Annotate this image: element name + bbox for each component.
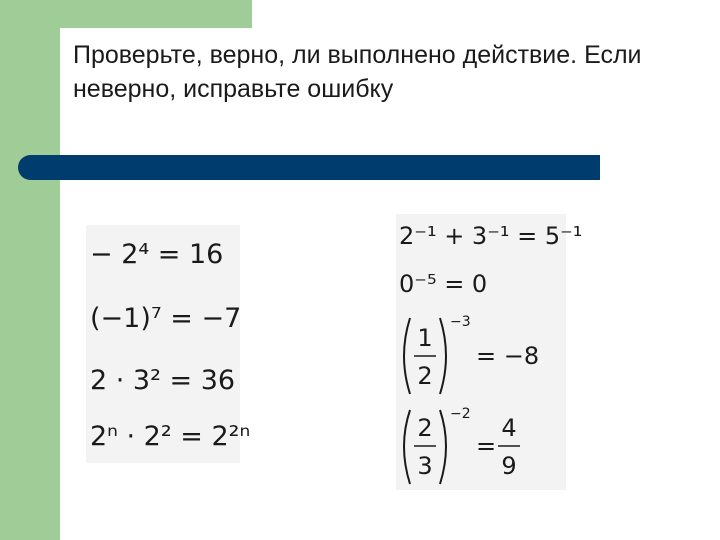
left-equations-panel xyxy=(86,225,251,463)
equation-3: 2 · 3² = 36 xyxy=(90,365,236,396)
equation-7 xyxy=(396,312,566,400)
fraction-denominator: 2 xyxy=(417,362,433,390)
equation-rhs: = −8 xyxy=(476,342,540,370)
equation-1: − 2⁴ = 16 xyxy=(90,239,224,270)
equation-4: 2ⁿ · 2² = 2²ⁿ xyxy=(90,421,251,452)
exponent: −2 xyxy=(450,406,471,422)
fraction-numerator: 1 xyxy=(417,324,433,352)
rhs-denominator: 9 xyxy=(501,452,517,480)
equation-2: (−1)⁷ = −7 xyxy=(90,303,242,334)
equation-8 xyxy=(396,404,566,490)
title-divider-bar xyxy=(18,155,600,180)
slide-title: Проверьте, верно, ли выполнено действие. Если неверно, исправьте ошибку xyxy=(73,41,642,103)
equation-6: 0⁻⁵ = 0 xyxy=(399,270,488,298)
rhs-numerator: 4 xyxy=(501,414,517,442)
equation-5: 2⁻¹ + 3⁻¹ = 5⁻¹ xyxy=(399,222,583,250)
equals-sign: = xyxy=(476,432,497,460)
exponent: −3 xyxy=(450,314,471,330)
left-green-band xyxy=(0,0,60,540)
fraction-numerator: 2 xyxy=(417,414,433,442)
right-equations-panel xyxy=(396,214,583,490)
fraction-denominator: 3 xyxy=(417,452,433,480)
